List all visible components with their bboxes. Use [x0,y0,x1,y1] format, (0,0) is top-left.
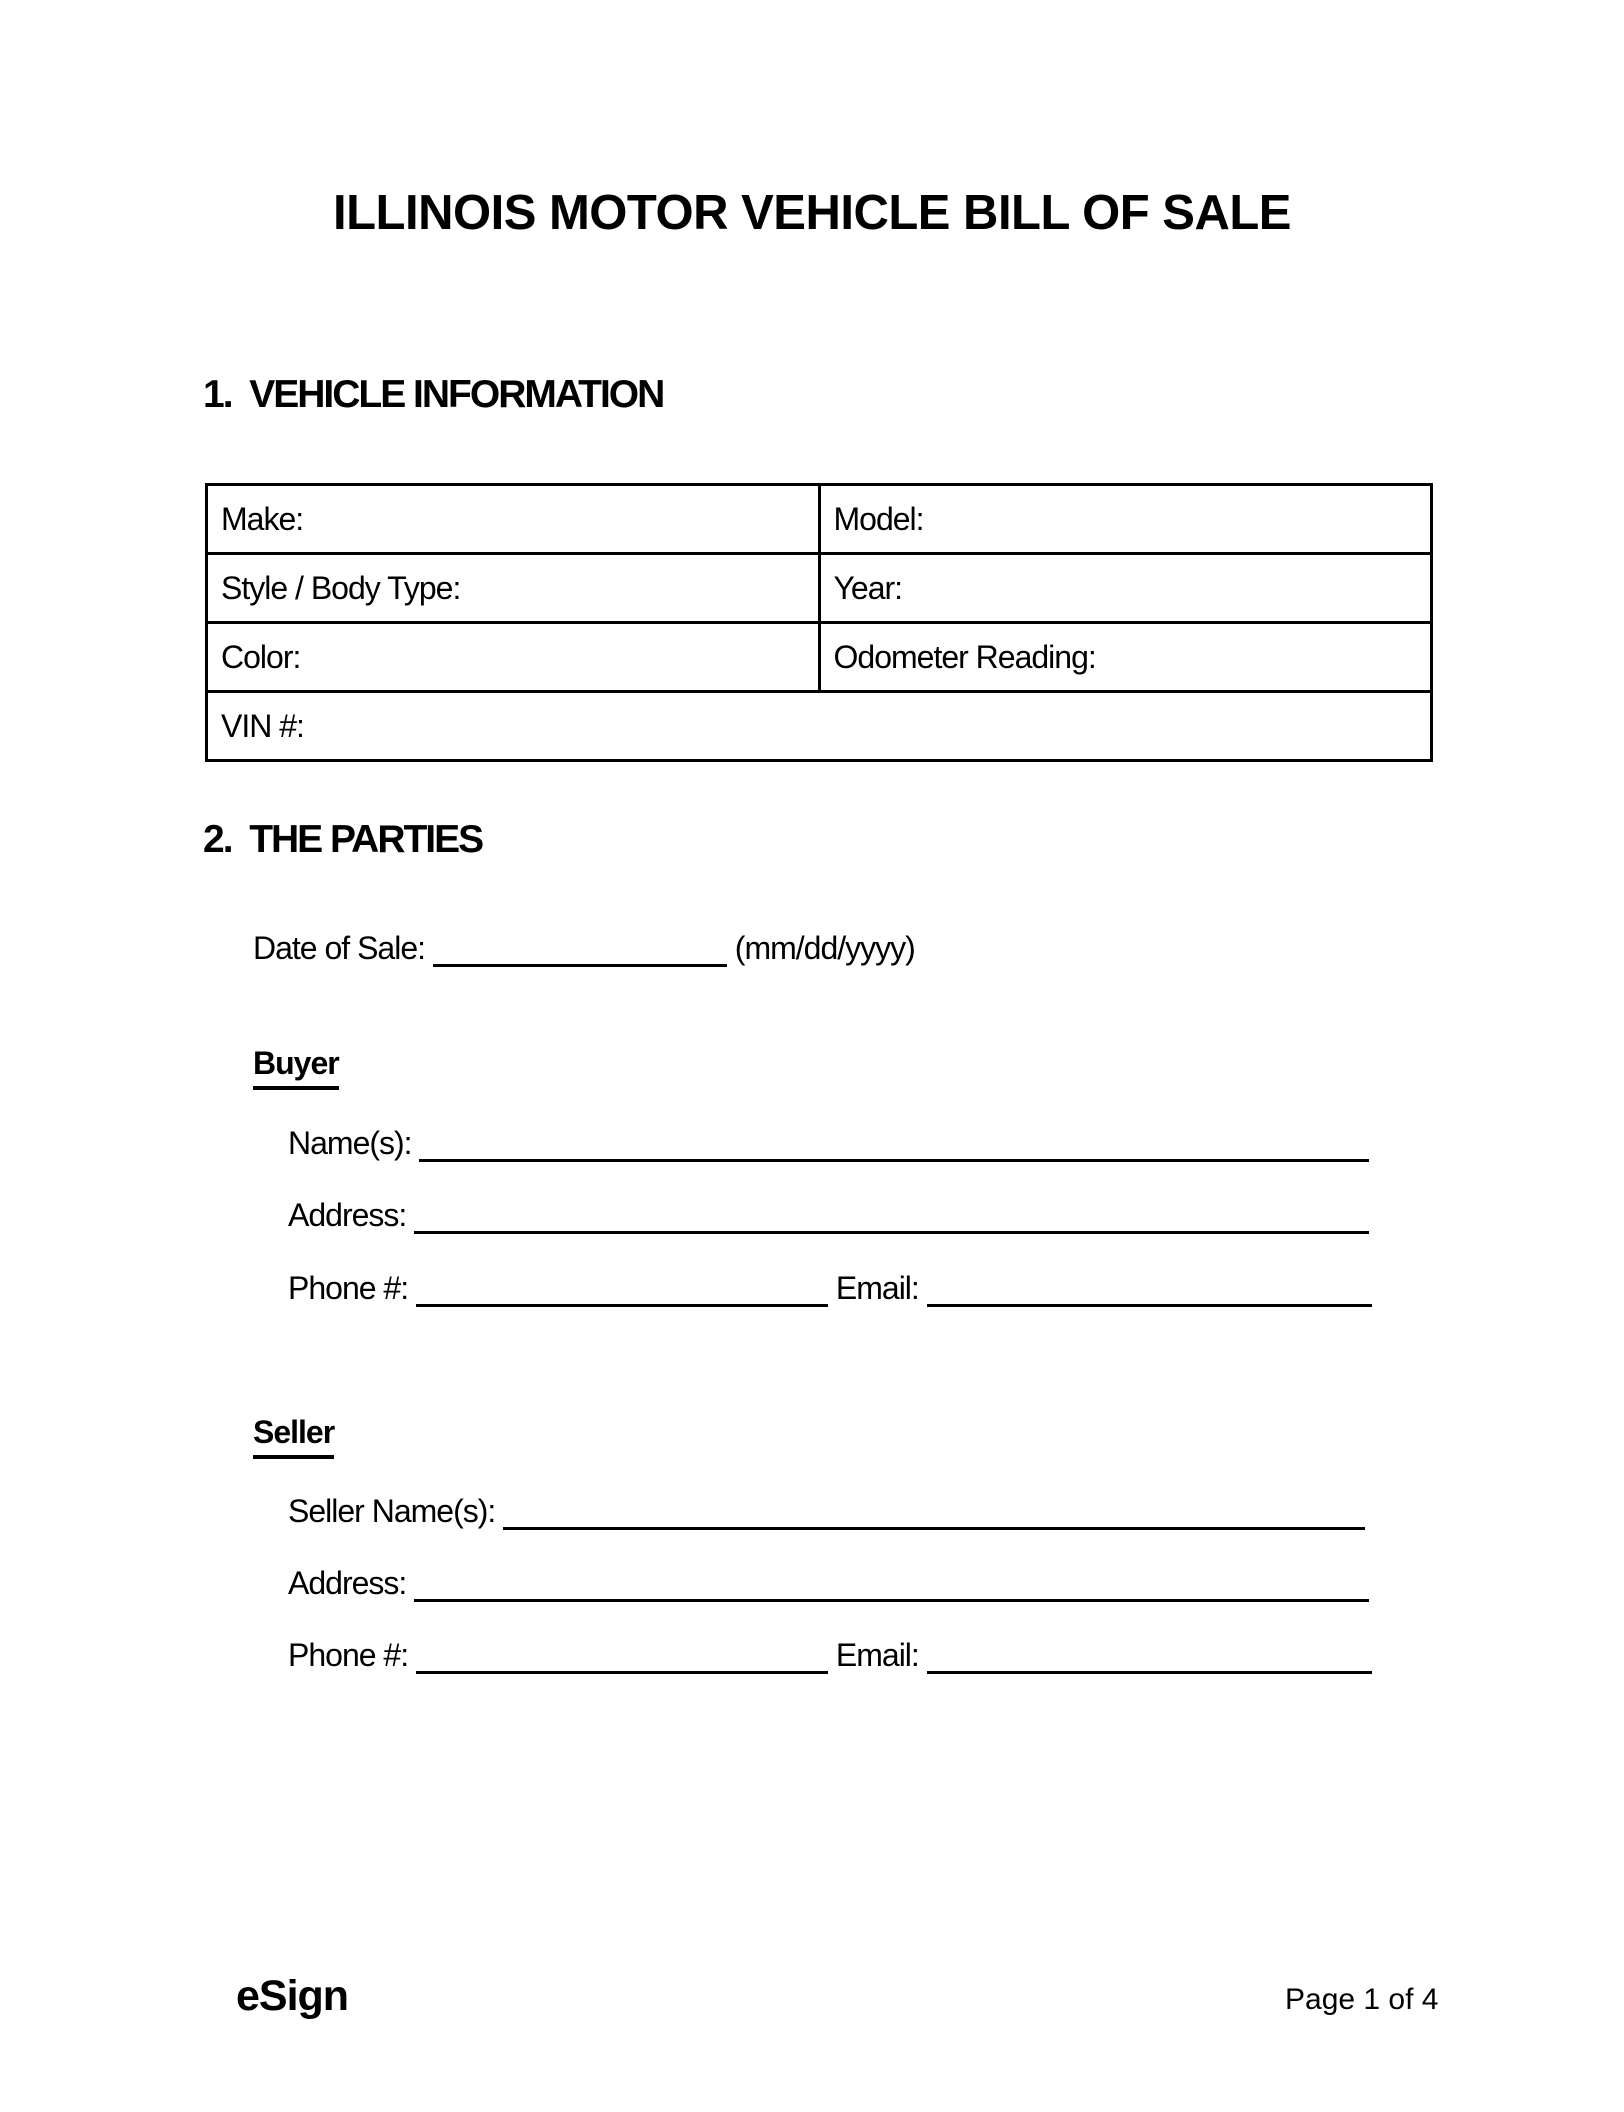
seller-address-label: Address: [288,1565,407,1601]
vin-cell[interactable]: VIN #: [207,692,1432,761]
seller-name-label: Seller Name(s): [288,1493,496,1529]
seller-address-line [288,1565,1369,1602]
table-row [207,485,1432,554]
seller-phone-blank[interactable] [416,1639,828,1674]
date-of-sale-line [253,930,915,967]
buyer-heading: Buyer [253,1045,339,1090]
buyer-name-blank[interactable] [419,1127,1369,1162]
date-of-sale-label: Date of Sale: [253,930,425,966]
buyer-name-line [288,1125,1369,1162]
style-body-type-cell[interactable]: Style / Body Type: [207,554,820,623]
table-row [207,623,1432,692]
seller-email-label: Email: [835,1637,919,1673]
buyer-phone-label: Phone #: [288,1270,409,1306]
seller-email-blank[interactable] [927,1639,1372,1674]
seller-name-line [288,1493,1365,1530]
buyer-address-blank[interactable] [414,1199,1369,1234]
color-cell[interactable]: Color: [207,623,820,692]
seller-phone-label: Phone #: [288,1637,409,1673]
make-cell[interactable]: Make: [207,485,820,554]
buyer-phone-blank[interactable] [416,1272,828,1307]
vehicle-information-table [205,483,1433,762]
seller-heading: Seller [253,1414,334,1459]
seller-address-blank[interactable] [414,1567,1369,1602]
buyer-name-label: Name(s): [288,1125,412,1161]
year-cell[interactable]: Year: [819,554,1432,623]
buyer-email-blank[interactable] [927,1272,1372,1307]
date-of-sale-blank[interactable] [433,932,727,967]
date-format-hint: (mm/dd/yyyy) [734,930,915,966]
seller-name-blank[interactable] [503,1495,1365,1530]
buyer-phone-email-line [288,1270,1372,1307]
buyer-email-label: Email: [835,1270,919,1306]
page-indicator: Page 1 of 4 [1285,1983,1439,2016]
buyer-address-line [288,1197,1369,1234]
esign-logo: eSign [236,1972,349,2020]
section-1-heading: 1. VEHICLE INFORMATION [203,373,664,416]
model-cell[interactable]: Model: [819,485,1432,554]
section-2-heading: 2. THE PARTIES [203,818,483,861]
odometer-reading-cell[interactable]: Odometer Reading: [819,623,1432,692]
table-row [207,554,1432,623]
buyer-address-label: Address: [288,1197,407,1233]
table-row [207,692,1432,761]
document-title: ILLINOIS MOTOR VEHICLE BILL OF SALE [332,186,1291,240]
seller-phone-email-line [288,1637,1372,1674]
